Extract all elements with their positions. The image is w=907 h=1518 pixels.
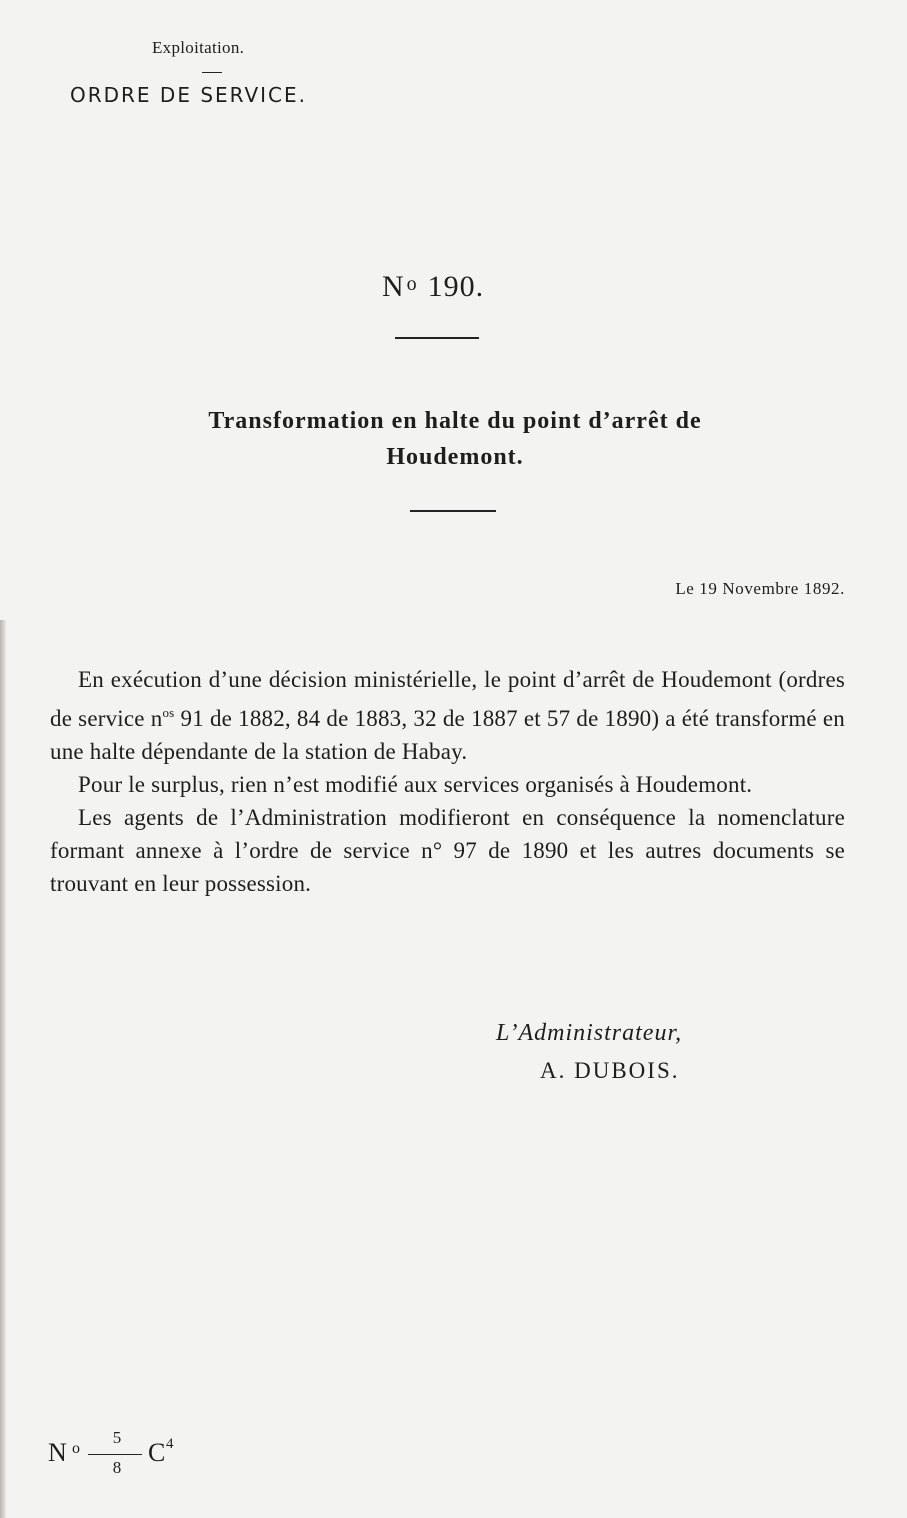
- reference-suffix-sup: 4: [166, 1436, 174, 1452]
- document-title: [60, 403, 850, 475]
- paragraph-1-part-2: 91 de 1882, 84 de 1883, 32 de 1887 et 57 de 1890) a été transformé en une halte dépendante de la station de Habay.: [50, 706, 846, 764]
- department-label: Exploitation.: [152, 38, 245, 57]
- signature-title: L’Administrateur,: [496, 1020, 683, 1046]
- order-number-prefix: N: [382, 270, 405, 303]
- paragraph-2: Pour le surplus, rien n’est modifié aux services organisés à Houdemont.: [78, 772, 753, 797]
- reference-prefix-sup: o: [72, 1440, 80, 1457]
- order-number: [382, 270, 484, 304]
- reference-suffix: C: [148, 1438, 166, 1467]
- paragraph-1-part-1: En exécution d’une décision ministérielle, le point d’arrêt de Houdemont (ordres de service n: [50, 667, 845, 731]
- paragraph-1-sup: os: [162, 705, 175, 720]
- reference-prefix: N: [48, 1438, 67, 1467]
- document-date: Le 19 Novembre 1892.: [675, 579, 845, 598]
- reference-numerator: 5: [112, 1428, 122, 1447]
- title-line-2: Houdemont.: [386, 444, 524, 470]
- title-line-1: Transformation en halte du point d’arrêt de: [208, 408, 702, 434]
- order-number-value: 190.: [427, 270, 485, 303]
- page-edge-shadow: [0, 620, 6, 1518]
- reference-code: [48, 1428, 208, 1488]
- document-type: ORDRE DE SERVICE.: [70, 83, 307, 107]
- paragraph-1: [50, 663, 845, 768]
- reference-denominator: 8: [112, 1458, 122, 1477]
- signature-name: A. DUBOIS.: [540, 1058, 680, 1083]
- paragraph-3: Les agents de l’Administration modifieront en conséquence la nomenclature formant annexe à l’ordre de service n° 97 de 1890 et les autres documents se trouvant en leur possession.: [50, 805, 845, 896]
- order-number-prefix-sup: o: [406, 273, 418, 295]
- header-dash: [202, 72, 222, 73]
- separator-rule: [395, 337, 479, 339]
- body-text: [50, 663, 845, 900]
- reference-fraction-bar: [88, 1454, 142, 1455]
- separator-rule: [410, 510, 496, 512]
